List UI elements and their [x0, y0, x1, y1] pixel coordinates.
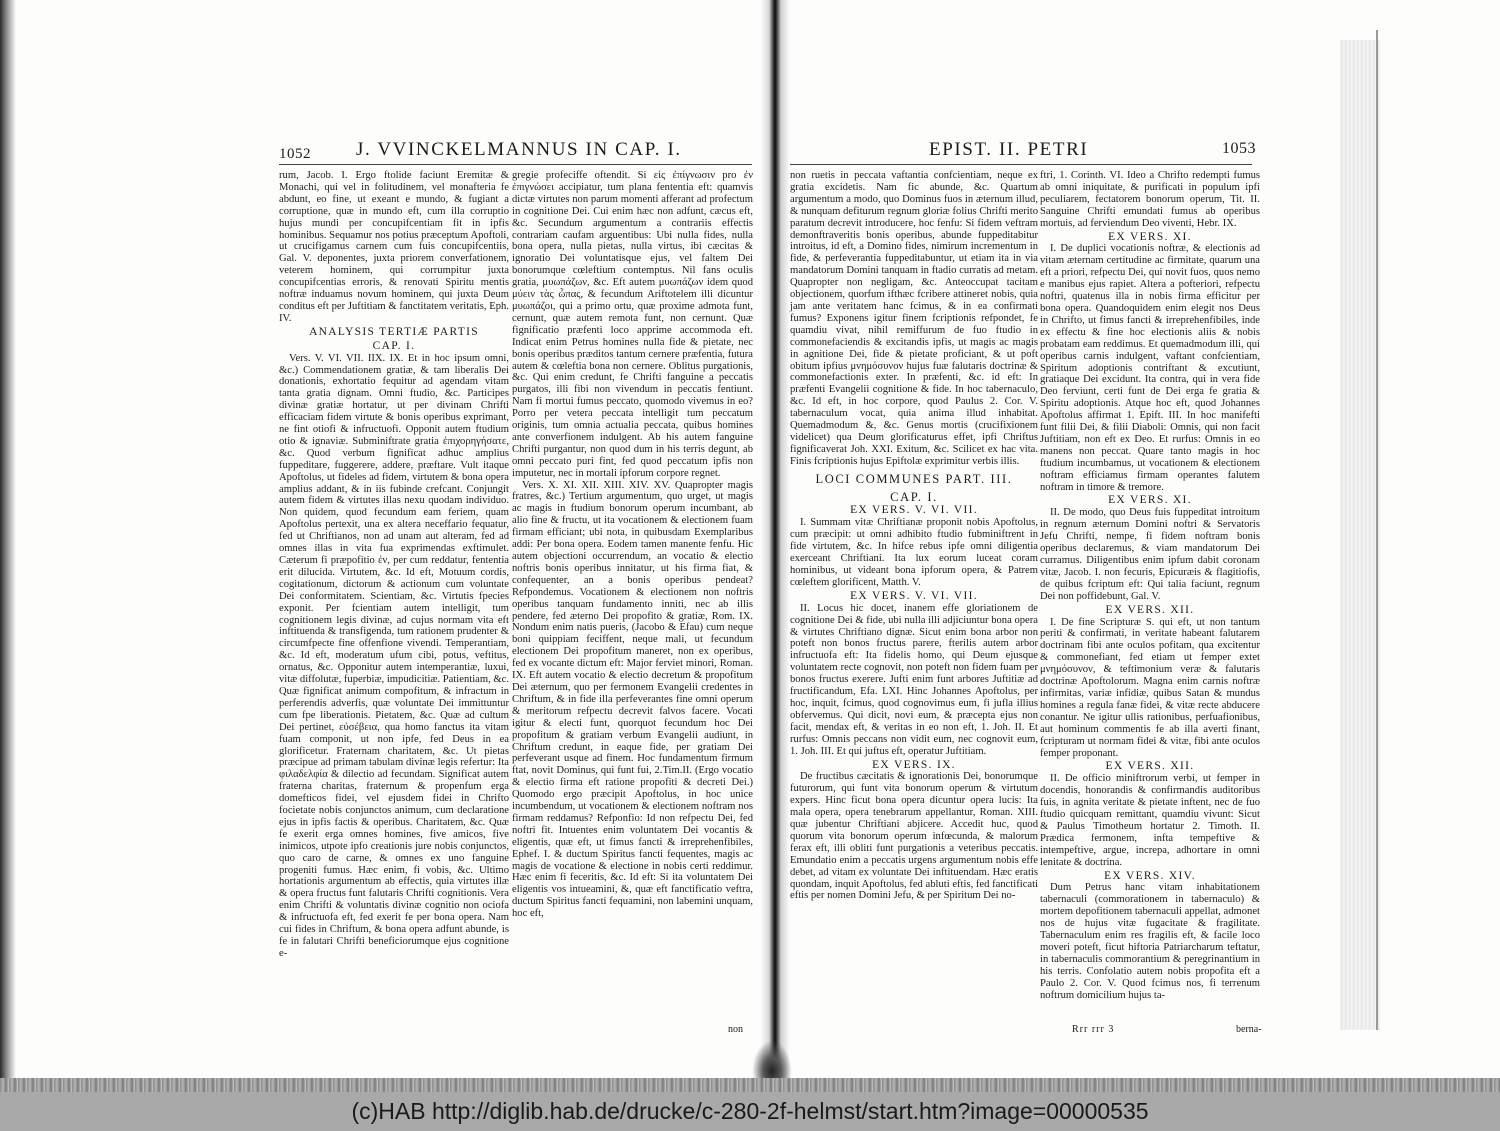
right-head-rule	[790, 164, 1252, 165]
page-stack-edge	[1340, 40, 1380, 1030]
paragraph: rum, Jacob. I. Ergo ftolide faciunt Eremitæ & Monachi, qui vel in folitudinem, vel monafteria fe abdunt, eo fine, ut exeant e mundo, & fugiant a corruptione, quæ in mundo eft, cum illa corruptio hujus mundi per concupifcentiam fit in ipfis hominibus. Sequamur nos potius præceptum Apoftoli, ut crucifigamus carnem cum fuis concupifcentiis, Gal. V. deponentes, juxta priorem converfationem, veterem hominem, qui corrumpitur juxta concupifcentias erroris, & renovati Spiritu mentis noftræ induamus novum hominem, qui juxta Deum conditus eft per Juftitiam & fanctitatem veritatis, Eph. IV.	[279, 170, 509, 324]
section-heading: EX VERS. V. VI. VII.	[850, 589, 978, 602]
paragraph: II. De modo, quo Deus fuis fuppeditat introitum in regnum æternum Domini noftri & Servatoris Jefu Chrifti, nempe, fi fidem noftram bonis operibus declaremus, & viam mandatorum Dei curramus. Diligentibus enim ipfum dabit coronam vitæ, Jacob. I. non fecuris, Epicuræis & flagitiofis, de quibus fcriptum eft: Qui talia faciunt, regnum Dei non poffidebunt, Gal. V.	[1040, 507, 1260, 602]
section-heading: EX VERS. XIV.	[1104, 869, 1196, 882]
section-heading: EX VERS. XI.	[1108, 230, 1192, 243]
paragraph: Vers. X. XI. XII. XIII. XIV. XV. Quapropter magis fratres, &c.) Tertium argumentum, quo urget, ut magis ac magis in ftudium bonorum operum incumbant, ab alio fine & fructu, ut ita vocationem & electionem fuam firmam efficiant; ubi nota, in quibusdam Exemplaribus addi: Per bona opera. Eodem tamen manente fenfu. Hic autem objectioni occurrendum, an vocatio & electio noftris bonis operibus innitatur, ut his firma fiat, & confequenter, an a bonis operibus pendeat? Refpondemus. Vocationem & electionem non noftris operibus tanquam fundamento inniti, nec ab illis pendere, fed æterno Dei propofito & gratiæ, Rom. IX. Nondum enim natis pueris, (Jacobo & Efau) cum neque boni quippiam feciffent, neque mali, ut fecundum electionem Dei propofitum maneret, non ex operibus, fed ex vocante dictum eft: Major ferviet minori, Roman. IX. Eft autem vocatio & electio decretum & propofitum Dei æternum, quo per fermonem Evangelii credentes in Chriftum, & in fide illa perfeverantes fine omni operum & meritorum refpectu decrevit falvos facere. Vocati igitur & electi funt, quorquot fecundum hoc Dei propofitum & gratiam verbum Evangelii audiunt, in Chriftum credunt, in eaque fide, per gratiam Dei perfeverant usque ad finem. Hoc fundamentum firmum ftat, novit Dominus, qui funt fui, 2.Tim.II. (Ergo vocatio & electio firma eft ratione propofiti & decreti Dei.) Quomodo ergo præcipit Apoftolus, in hoc unice incumbendum, ut vocationem & electionem noftram nos firmam reddamus? Refponfio: Id non refpectu Dei, fed noftri fit. Intuentes enim voluntatem Dei vocantis & eligentis, quæ eft, ut fimus fancti & irreprehenfibiles, Ephef. I. & ductum Spiritus fancti fequentes, magis ac magis de vocatione & electione in nobis certi reddimur. Hæc enim fi feceritis, &c. Id eft: Si ita voluntatem Dei eligentis vos intueamini, &, quæ eft fanctificatio veftra, ductum Spiritus fancti fequamini, non labemini unquam, hoc eft,	[512, 479, 753, 920]
left-running-head: J. VVINCKELMANNUS IN CAP. I.	[356, 139, 682, 160]
paragraph: Vers. V. VI. VII. IIX. IX. Et in hoc ipsum omni, &c.) Commendationem gratiæ, & tam liberalis Dei donationis, exhortatio fequitur ad agendam vitam tanta gratia dignam. Omni ftudio, &c. Participes divinæ gratiæ hortatur, ut per divinam Chrifti efficaciam fidem virtute & bonis operibus exprimant, ne fint otiofi & infructuofi. Opponit autem ftudium otio & ignaviæ. Subminiftrate gratia ἐπιχορηγήσατε, &c. Quod verbum fignificat adhuc amplius fuppeditare, fuggerere, addere, præftare. Vult itaque Apoftolus, ut fideles ad fidem, virtutem & bona opera amplius addant, & in iis fubinde crefcant. Conjungit autem fidem & virtutes illas nexu quodam individuo. Non quidem, quod fecundum eam feriem, quam Apoftolus pertexit, una ex altera neceffario fequatur, fed ut Chriftianos, non ad unam aut alteram, fed ad omnes illas in vita fua exprimendas exftimulet. Cæterum fi præpofitio ἐν, per cum reddatur, fententia erit dilucida. Virtutem, &c. Id eft, Motuum cordis, cogitationum, dictorum & actionum cum voluntate Dei conformitatem. Scientiam, &c. Virtutis fpecies exponit. Per fcientiam autem intelligit, tum cognitionem legis divinæ, ad cujus normam vita eft inftituenda & transfigenda, tum rationem prudenter & circumfpecte fine offenfione vivendi. Temperantiam, &c. Id eft, moderatum ufum cibi, potus, veftitus, ornatus, &c. Opponitur autem intemperantiæ, luxui, vitæ diffolutæ, fuperbiæ, impudicitiæ. Patientiam, &c. Quæ fignificat animum compofitum, & infractum in perferendis adverfis, quæ voluntate Dei immittuntur cum fpe liberationis. Pietatem, &c. Quæ ad cultum Dei pertinet, εὐσέβεια, qua homo fanctus ita vitam fuam componit, ut non ipfe, fed Deus in ea glorificetur. Fraternam charitatem, &c. Ut pietas præcipue ad primam tabulam divinæ legis refertur: Ita φιλαδελφία & dilectio ad fecundam. Significat autem fraterna charitas, fraternum & propenfum erga domefticos fidei, vel ejusdem fidei in Chrifto focietate nobis conjunctos animum, cum declaratione ejus in ipfis factis & operibus. Charitatem, &c. Quæ fe exerit erga omnes homines, five amicos, five inimicos, utpote ipfo creationis jure nobis conjunctos, quo caro de carne, & omnes ex uno fanguine progeniti fumus. Hæc enim, fi vobis, &c. Ultimo hortationis argumentum ab effectis, quia virtutes illæ & opera fructus funt falutaris Chrifti cognitionis. Vera enim Chrifti & voluntatis divinæ cognitio non ociofa & infructuofa eft, fed exerit fe per bona opera. Nam cui fides in Chriftum, & bona opera adfunt abunde, is fe in falutari Chrifti beneficiorumque ejus cognitione e-	[279, 352, 509, 959]
left-page-column-1	[279, 170, 509, 960]
right-page-number: 1053	[1222, 140, 1256, 157]
page-stack-line	[1376, 30, 1378, 1030]
page-edge-shadow	[0, 0, 16, 1080]
section-heading: ANALYSIS TERTIÆ PARTIS	[309, 325, 479, 338]
left-catchword: non	[728, 1024, 743, 1035]
right-page-column-2	[1040, 170, 1260, 1002]
section-heading: EX VERS. XI.	[1108, 494, 1192, 507]
section-heading: LOCI COMMUNES PART. III.	[815, 471, 1013, 486]
section-heading: EX VERS. XII.	[1105, 603, 1195, 616]
section-heading: EX VERS. XII.	[1105, 760, 1195, 773]
paragraph: I. De fine Scripturæ S. qui eft, ut non tantum periti & confirmati, in veritate habeant falutarem doctrinam fibi ante oculos pofitam, qua excitentur & commonefiant, fed etiam ut femper extet μνημόσυνον, & teftimonium veræ & falutaris doctrinæ Apoftolorum. Magna enim carnis noftræ infirmitas, variæ infidiæ, quibus Satan & mundus homines a regula fanæ fidei, & vitæ recte abducere conantur. Ne igitur ullis rationibus, perfuafionibus, aut hominum commentis fe ab illa averti finant, fcripturam ut normam fidei & vitæ, fibi ante oculos femper proponant.	[1040, 616, 1260, 759]
paragraph: II. De officio miniftrorum verbi, ut femper in docendis, honorandis & confirmandis auditoribus fuis, in agnita veritate & pietate inftent, nec de fuo ftudio quicquam remittant, quamdiu vivunt: Sicut & Paulus Timotheum hortatur 2. Timoth. II. Prædica fermonem, infta tempeftive & intempeftive, argue, increpa, adhortare in omni lenitate & doctrina.	[1040, 773, 1260, 868]
right-page	[784, 0, 1384, 1078]
section-heading: CAP. I.	[890, 489, 938, 504]
right-catchword: berna-	[1236, 1024, 1262, 1035]
right-running-head: EPIST. II. PETRI	[929, 139, 1089, 160]
left-page	[0, 0, 764, 1078]
left-page-column-2	[512, 170, 753, 920]
copyright-footer: (c)HAB http://diglib.hab.de/drucke/c-280-2f-helmst/start.htm?image=00000535	[0, 1092, 1500, 1131]
page-bottom-edge	[0, 1078, 1500, 1092]
paragraph: ftri, 1. Corinth. VI. Ideo a Chrifto redempti fumus ab omni iniquitate, & purificati in populum ipfi peculiarem, fectatorem bonorum operum, Tit. II. Sanguine Chrifti emundati fumus ab operibus mortuis, ad ferviendum Deo viventi, Hebr. IX.	[1040, 170, 1260, 229]
section-heading: EX VERS. V. VI. VII.	[850, 504, 978, 517]
signature-mark: Rrr rrr 3	[1072, 1024, 1115, 1035]
left-page-number: 1052	[279, 146, 311, 162]
paragraph: Dum Petrus hanc vitam inhabitationem tabernaculi (commorationem in tabernaculo) & mortem depofitionem tabernaculi appellat, admonet nos de hujus vitæ fugacitate & fragilitate. Tabernaculum enim res fragilis eft, & facile loco moveri poteft, ficut hiftoria Patriarcharum teftatur, in tabernaculis commorantium & peregrinantium in his terris. Confolatio autem nobis propofita eft a Paulo 2. Cor. V. Quod fcimus nos, fi terrenum noftrum domicilium hujus ta-	[1040, 882, 1260, 1001]
section-heading: EX VERS. IX.	[872, 758, 956, 771]
section-heading: CAP. I.	[372, 339, 416, 352]
left-head-rule	[279, 164, 752, 165]
paragraph: gregie profeciffe oftendit. Si εἰς ἐπίγνωσιν pro ἐν ἐπιγνώσει accipiatur, tum plana fententia eft: quamvis dictæ virtutes non parum momenti afferant ad profectum in cognitione Dei. Cui enim hæc non adfunt, cæcus eft, &c. Secundum argumentum a contrariis effectis contrariam caufam arguentibus: Ubi nulla fides, nulla bona opera, nulla pietas, nulla virtus, ibi cæcitas & ignoratio Dei voluntatisque ejus, vel faltem Dei bonorumque cœleftium contemptus. Nil fans oculis gratia, μυωπάζων, &c. Eft autem μυωπάζων idem quod μύειν τὰς ὦπας, & fecundum Ariftotelem illi dicuntur μυωπάζοι, qui a primo ortu, quæ proxime admota funt, cernunt, quæ autem remota funt, non cernunt. Quæ fignificatio præfenti loco apprime accommoda eft. Indicat enim Petrus homines nulla fide & pietate, nec bonis operibus præditos tantum cernere præfentia, futura autem & cœleftia bona non cernere. Oblitus purgationis, &c. Qui enim credunt, fe Chrifti fanguine a peccatis purgatos, illi fibi non vivendum in peccatis fentiunt. Nam fi mortui fumus peccato, quomodo vivemus in eo? Porro per vetera peccata intelligit tum peccatum originis, tum omnia actualia peccata, quibus homines ante converfionem indulgent. Ab his autem fanguine Chrifti purgantur, non quod dum in his terris degunt, ab omni peccato puri fint, fed quod peccatum ipfis non imputetur, nec in mortali ipforum corpore regnet.	[512, 170, 753, 479]
paragraph: I. De duplici vocationis noftræ, & electionis ad vitam æternam certitudine ac firmitate, quarum una eft a priori, refpectu Dei, qui novit fuos, quos nemo e manibus ejus rapiet. Altera a pofteriori, refpectu noftri, quatenus illa in nobis firma efficitur per bona opera. Quandoquidem enim elegit nos Deus in Chrifto, ut fimus fancti & irreprehenfibiles, inde ex effectu & fine hoc electionis aliis & nobis probatam eam reddimus. Et quemadmodum illi, qui operibus carnis indulgent, vaftant confcientiam, Spiritum adoptionis contriftant & excutiunt, gratiaque Dei excidunt. Ita contra, qui in vera fide Deo ferviunt, certi funt de Dei erga fe gratia & Spiritu adoptionis. Atque hoc eft, quod Johannes Apoftolus affirmat 1. Epift. III. In hoc manifefti funt filii Dei, & filii Diaboli: Omnis, qui non facit Juftitiam, non eft ex Deo. Et rurfus: Omnis in eo manens non peccat. Quare tanto magis in hoc ftudium incumbamus, ut vocationem & electionem noftram efficiamus firmam operantes falutem noftram in timore & tremore.	[1040, 243, 1260, 493]
right-page-column-1	[790, 170, 1038, 902]
paragraph: II. Locus hic docet, inanem effe gloriationem de cognitione Dei & fide, ubi nulla illi adjiciuntur bona opera & virtutes Chriftiano dignæ. Sicut enim bona arbor non poteft non bonos fructus parere, fterilis autem arbor infructuofa eft: Ita fidelis homo, qui Deum ejusque voluntatem recte cognovit, non poteft non fidem fuam per bonos fructus exerere. Jufti enim funt arbores Juftitiæ ad fructificandum, Efa. LXI. Hinc Johannes Apoftolus, per hoc, inquit, fcimus, quod cognovimus eum, fi jufla illius obfervemus. Qui dicit, novi eum, & præcepta ejus non facit, mendax eft, & veritas in eo non eft, 1. Joh. II. Et rurfus: Omnis peccans non vidit eum, nec cognovit eum, 1. Joh. III. Et qui juftus eft, operatur Juftitiam.	[790, 602, 1038, 757]
paragraph: De fructibus cæcitatis & ignorationis Dei, bonorumque futurorum, qui funt vita bonorum operum & virtutum expers. Hinc ficut bona opera dicuntur opera lucis: Ita mala opera, opera tenebrarum appellantur, Roman. XIII. quæ jubentur Chriftiani abjicere. Accedit huc, quod quorum vita bonorum operum infœcunda, & malorum ferax eft, illi obliti funt purgationis a veteribus peccatis. Emundatio enim a peccatis urgens argumentum nobis effe debet, ad vitam ex voluntate Dei inftituendam. Hæc eratis quondam, inquit Apoftolus, fed abluti eftis, fed fanctificati eftis per nomen Domini Jefu, & per Spiritum Dei no-	[790, 771, 1038, 902]
paragraph: I. Summam vitæ Chriftianæ proponit nobis Apoftolus, cum præcipit: ut omni adhibito ftudio fubminiftrent in fide virtutem, &c. In hifce rebus ipfe omni diligentia exerceant Chriftiani. Ita lux eorum luceat coram hominibus, ut videant bona ipforum opera, & Patrem cœleftem glorificent, Matth. V.	[790, 517, 1038, 588]
paragraph: non ruetis in peccata vaftantia confcientiam, neque ex gratia excidetis. Nam fic abunde, &c. Quartum argumentum a modo, quo Dominus fuos in æternum illud, & nunquam defiturum regnum gloriæ folius Chrifti merito paratum decrevit introducere, hoc fenfu: Si fidem veftram demonftraveritis bonis operibus, abunde fuppeditabitur introitus, id eft, a Domino fides, nimirum incrementum in fide, & perfeverantia fuppeditabuntur, ut etiam ita in via mandatorum Domini tanquam in ftadio curratis ad metam. Quapropter non negligam, &c. Anteoccupat tacitam objectionem, quorfum ifthæc fcribere attineret nobis, quia jam ante veritatem hanc fcimus, & in ea confirmati fumus? Exponens igitur finem fcriptionis refpondet, fe quamdiu vivat, nihil remiffurum de fuo ftudio in commonefaciendis & excitandis ipfis, ut magis ac magis in agnitione Dei, fide & pietate proficiant, & ut poft obitum ipfius μνημόσυνον hujus fuæ falutaris doctrinæ & commonefactionis exter. In præfenti, &c. id eft: In præfenti Evangelii cognitione & fide. In hoc tabernaculo, &c. Id eft, in hoc corpore, quod Paulus 2. Cor. V. tabernaculum vocat, quia anima illud inhabitat. Quemadmodum &, &c. Genus mortis (crucifixionem videlicet) qua Deum glorificaturus effet, ipfi Chriftus fignificaverat Joh. XXI. Exitum, &c. Scilicet ex hac vita. Finis fcriptionis hujus Epiftolæ exprimitur verbis illis.	[790, 170, 1038, 467]
